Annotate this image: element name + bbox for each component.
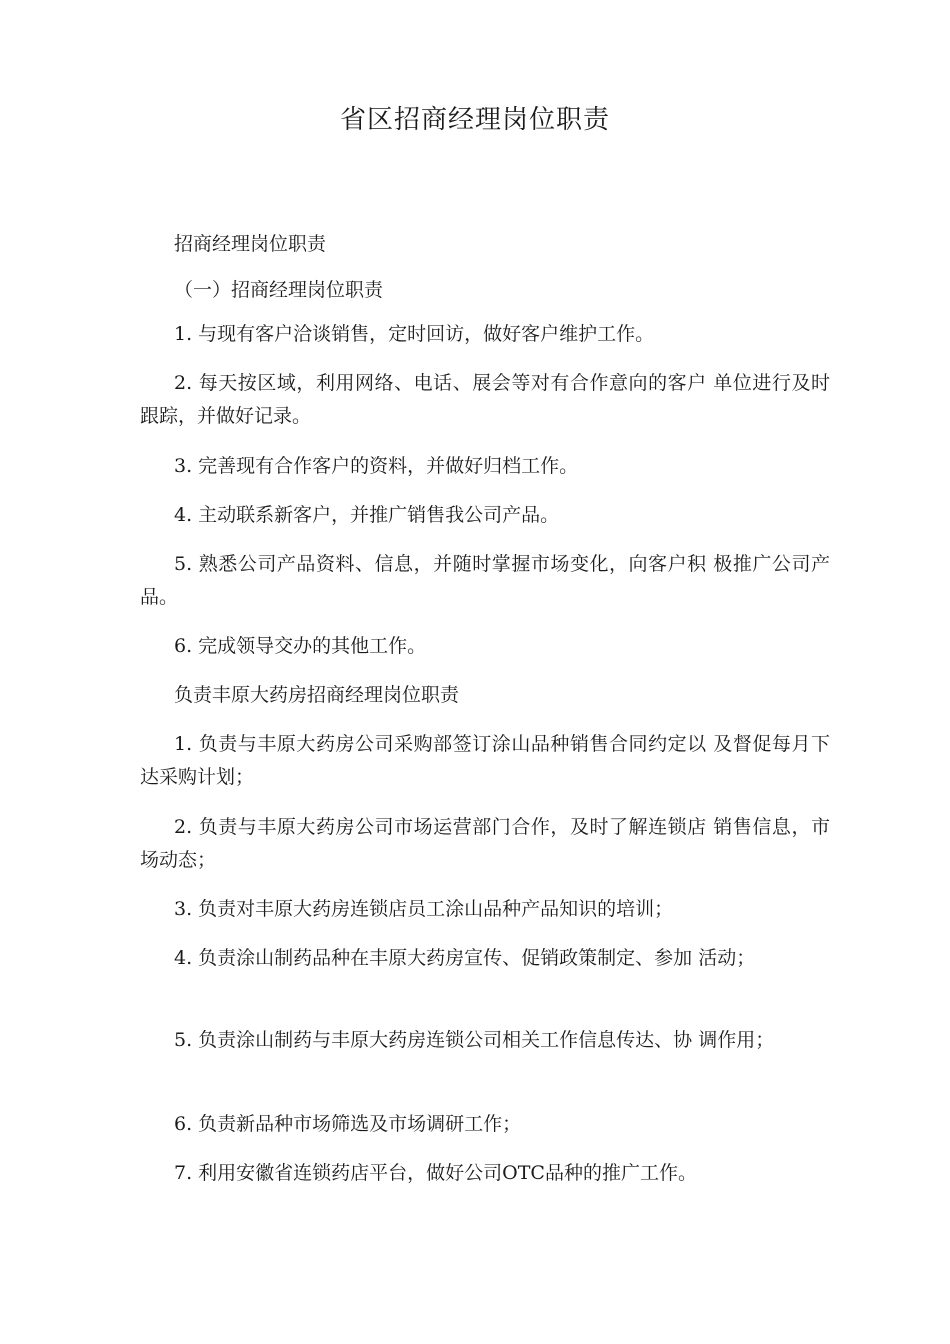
duty-item: 6. 完成领导交办的其他工作。: [174, 635, 427, 657]
duty-b-5-block: [140, 1024, 830, 1057]
duty-item: 3. 负责对丰原大药房连锁店员工涂山品种产品知识的培训；: [174, 898, 674, 920]
duty-item: 1. 负责与丰原大药房公司采购部签订涂山品种销售合同约定以 及督促每月下达采购计划；: [140, 733, 830, 788]
duty-item: 4. 负责涂山制药品种在丰原大药房宣传、促销政策制定、参加 活动；: [174, 947, 756, 969]
section2-heading: 负责丰原大药房招商经理岗位职责: [174, 684, 460, 706]
duty-b-6-block: [140, 1108, 830, 1141]
duty-a-1-block: [140, 318, 830, 351]
duty-item: 5. 熟悉公司产品资料、信息，并随时掌握市场变化，向客户积 极推广公司产品。: [140, 553, 830, 608]
document-title: 省区招商经理岗位职责: [339, 105, 610, 135]
subsection-heading: （一）招商经理岗位职责: [174, 279, 384, 301]
duty-item: 7. 利用安徽省连锁药店平台，做好公司OTC品种的推广工作。: [174, 1162, 697, 1184]
duty-a-3-block: [140, 450, 830, 483]
duty-item: 1. 与现有客户洽谈销售，定时回访，做好客户维护工作。: [174, 323, 655, 345]
section-heading: 招商经理岗位职责: [174, 233, 327, 255]
duty-a-6-block: [140, 630, 830, 663]
duty-b-3-block: [140, 893, 830, 926]
duty-item: 2. 每天按区域，利用网络、电话、展会等对有合作意向的客户 单位进行及时跟踪，并做好记录。: [140, 372, 830, 427]
duty-item: 6. 负责新品种市场筛选及市场调研工作；: [174, 1113, 522, 1135]
section-heading-block: [140, 228, 830, 261]
duty-item: 5. 负责涂山制药与丰原大药房连锁公司相关工作信息传达、协 调作用；: [174, 1029, 775, 1051]
duty-item: 3. 完善现有合作客户的资料，并做好归档工作。: [174, 455, 579, 477]
section2-heading-block: [140, 679, 830, 712]
duty-item: 4. 主动联系新客户，并推广销售我公司产品。: [174, 504, 560, 526]
duty-item: 2. 负责与丰原大药房公司市场运营部门合作，及时了解连锁店 销售信息，市场动态；: [140, 816, 830, 871]
subsection-heading-block: [140, 274, 830, 307]
duty-b-1-block: [140, 728, 830, 794]
duty-a-2-block: [140, 367, 830, 433]
duty-b-2-block: [140, 811, 830, 877]
duty-a-5-block: [140, 548, 830, 614]
duty-b-4-block: [140, 942, 830, 975]
duty-b-7-block: [140, 1157, 830, 1190]
duty-a-4-block: [140, 499, 830, 532]
